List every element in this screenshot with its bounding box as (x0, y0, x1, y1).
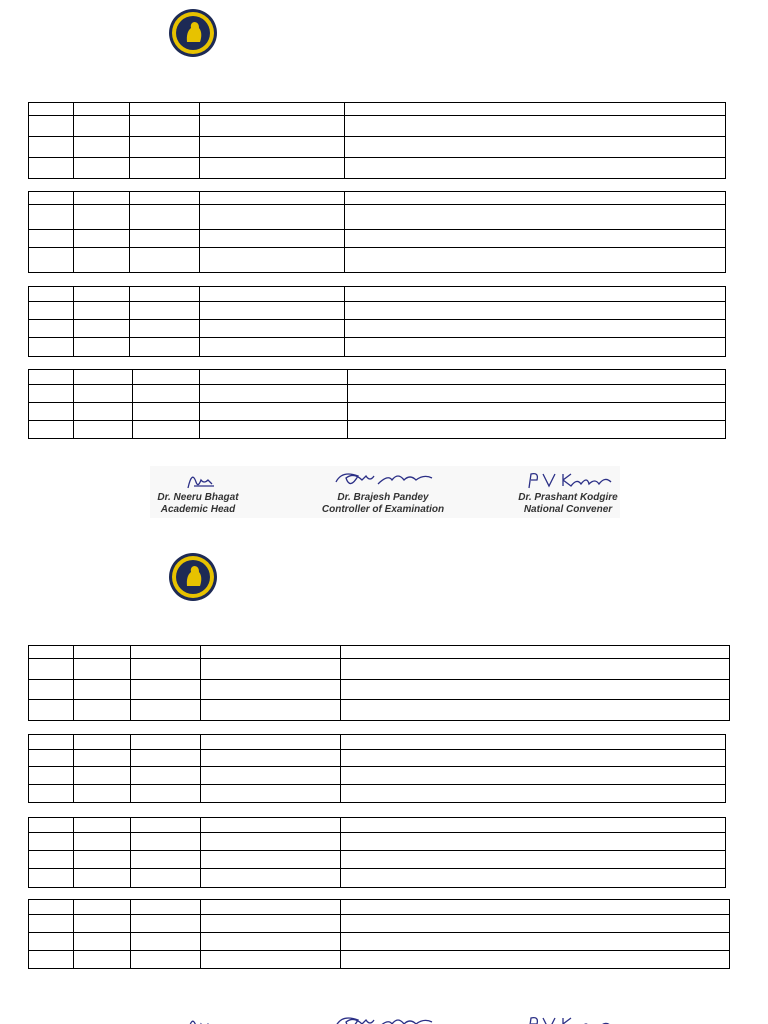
table-row (29, 915, 730, 933)
table-row (29, 646, 730, 659)
signatory-academic-head (113, 468, 283, 516)
signatory-controller (298, 468, 468, 516)
signature-image (328, 468, 438, 492)
schedule-table-2 (28, 191, 726, 273)
signatory-controller (298, 1012, 468, 1024)
signatory-national-convener (483, 468, 653, 516)
table-row (29, 248, 726, 273)
table-row (29, 205, 726, 230)
signature-image (168, 468, 228, 492)
schedule-table-3 (28, 286, 726, 357)
table-row (29, 680, 730, 700)
table-row (29, 403, 726, 421)
table-row (29, 735, 726, 750)
table-row (29, 750, 726, 767)
schedule-table-7 (28, 817, 726, 888)
table-row (29, 951, 730, 969)
table-row (29, 767, 726, 785)
table-row (29, 192, 726, 205)
institution-logo (168, 552, 218, 602)
signatory-national-convener (483, 1012, 653, 1024)
table-row (29, 869, 726, 888)
schedule-table-8 (28, 899, 730, 969)
table-row (29, 158, 726, 179)
signature-image (328, 1012, 438, 1024)
signature-image (168, 1012, 228, 1024)
signatory-academic-head (113, 1012, 283, 1024)
signatory-name: Dr. Neeru Bhagat (157, 492, 239, 503)
table-row (29, 338, 726, 357)
table-row (29, 933, 730, 951)
signatory-role: Controller of Examination (321, 504, 445, 515)
table-row (29, 385, 726, 403)
table-row (29, 370, 726, 385)
table-row (29, 785, 726, 803)
table-row (29, 659, 730, 680)
table-row (29, 137, 726, 158)
schedule-table-6 (28, 734, 726, 803)
table-row (29, 302, 726, 320)
institution-logo (168, 8, 218, 58)
table-row (29, 700, 730, 721)
signatory-name: Dr. Prashant Kodgire (518, 492, 618, 503)
schedule-table-5 (28, 645, 730, 721)
signature-image (523, 468, 613, 492)
table-row (29, 421, 726, 439)
signatory-name: Dr. Brajesh Pandey (337, 492, 429, 503)
signatory-role: National Convener (523, 504, 613, 515)
table-row (29, 833, 726, 851)
schedule-table-1 (28, 102, 726, 179)
table-row (29, 287, 726, 302)
table-row (29, 900, 730, 915)
signature-block-cropped (0, 1010, 768, 1024)
table-row (29, 818, 726, 833)
table-row (29, 851, 726, 869)
table-row (29, 116, 726, 137)
signature-block (0, 466, 768, 526)
signatory-role: Academic Head (160, 504, 236, 515)
table-row (29, 230, 726, 248)
table-row (29, 103, 726, 116)
schedule-table-4 (28, 369, 726, 439)
table-row (29, 320, 726, 338)
signature-image (523, 1012, 613, 1024)
